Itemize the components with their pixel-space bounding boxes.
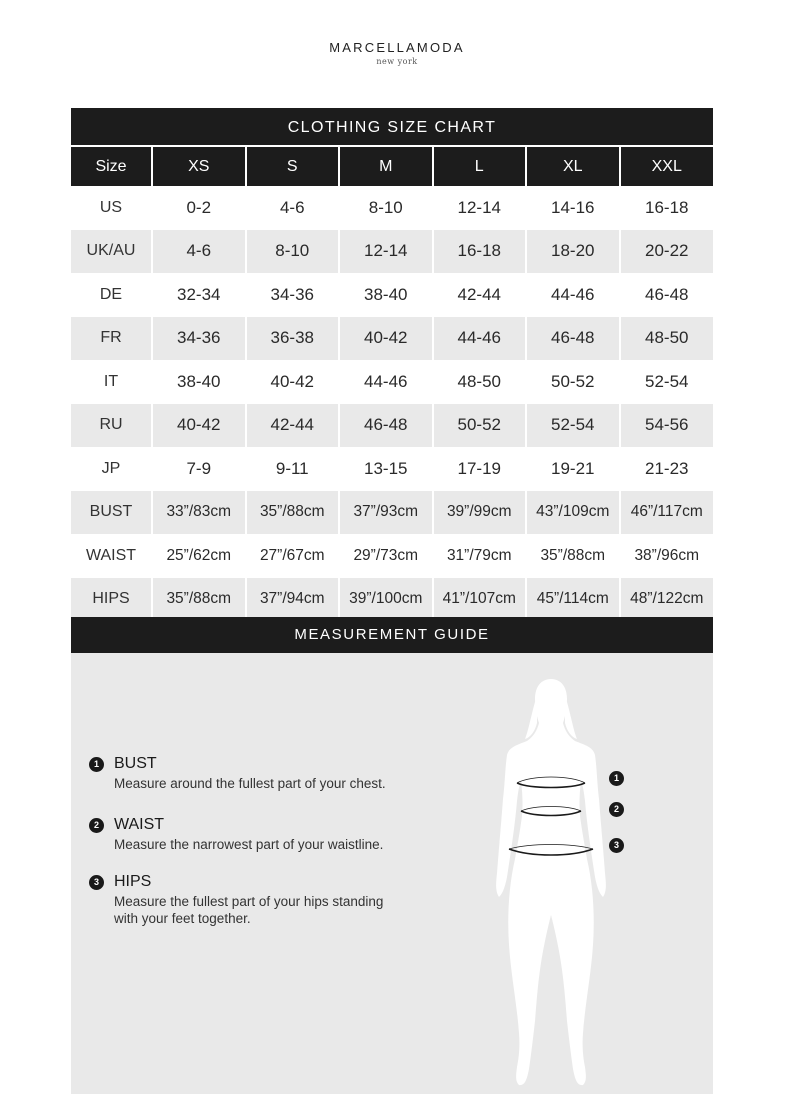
size-cell: 46-48 bbox=[339, 404, 433, 448]
row-label: JP bbox=[101, 459, 121, 477]
measurement-guide-panel bbox=[71, 653, 713, 1094]
column-header: XL bbox=[526, 147, 620, 186]
column-header: XS bbox=[152, 147, 246, 186]
guide-heading: WAIST bbox=[114, 816, 165, 833]
row-label: RU bbox=[71, 404, 152, 448]
brand-name: MARCELLAMODA bbox=[329, 40, 465, 55]
size-row-jp bbox=[71, 447, 713, 491]
size-row-uk-au bbox=[71, 230, 713, 274]
guide-heading: BUST bbox=[114, 755, 157, 772]
size-cell: 44-46 bbox=[526, 273, 620, 317]
size-cell: 20-22 bbox=[620, 230, 714, 274]
size-cell: 46”/117cm bbox=[620, 491, 714, 535]
size-row-waist bbox=[71, 534, 713, 578]
size-table bbox=[71, 147, 713, 621]
size-cell: 39”/100cm bbox=[339, 578, 433, 622]
size-cell: 44-46 bbox=[339, 360, 433, 404]
size-row-fr bbox=[71, 317, 713, 361]
size-cell: 38-40 bbox=[339, 273, 433, 317]
size-chart-title: CLOTHING SIZE CHART bbox=[71, 108, 713, 147]
size-cell: 8-10 bbox=[246, 230, 340, 274]
size-cell: 4-6 bbox=[152, 230, 246, 274]
size-cell: 17-19 bbox=[433, 447, 527, 491]
number-1-icon: 1 bbox=[89, 757, 104, 772]
size-cell: 4-6 bbox=[246, 186, 340, 230]
size-cell: 36-38 bbox=[246, 317, 340, 361]
size-cell: 40-42 bbox=[152, 404, 246, 448]
size-cell: 29”/73cm bbox=[339, 534, 433, 578]
column-header: Size bbox=[71, 147, 152, 186]
size-cell: 50-52 bbox=[433, 404, 527, 448]
measurement-guide-title: MEASUREMENT GUIDE bbox=[71, 617, 713, 653]
size-cell: 52-54 bbox=[526, 404, 620, 448]
row-label: HIPS bbox=[71, 578, 152, 622]
guide-item-hips bbox=[89, 873, 409, 927]
size-row-bust bbox=[71, 491, 713, 535]
size-cell: 19-21 bbox=[526, 447, 620, 491]
size-cell: 14-16 bbox=[526, 186, 620, 230]
size-cell: 38”/96cm bbox=[620, 534, 714, 578]
size-cell: 45”/114cm bbox=[526, 578, 620, 622]
size-chart bbox=[71, 108, 713, 621]
guide-description: Measure the narrowest part of your waistline. bbox=[114, 837, 384, 852]
row-label: UK/AU bbox=[71, 230, 152, 274]
row-label: US bbox=[99, 198, 123, 216]
size-cell: 38-40 bbox=[152, 360, 246, 404]
size-cell: 7-9 bbox=[152, 447, 246, 491]
guide-heading: HIPS bbox=[114, 873, 152, 890]
size-cell: 41”/107cm bbox=[433, 578, 527, 622]
size-cell: 9-11 bbox=[246, 447, 340, 491]
size-cell: 48-50 bbox=[433, 360, 527, 404]
size-cell: 12-14 bbox=[433, 186, 527, 230]
size-cell: 43”/109cm bbox=[526, 491, 620, 535]
column-header: XXL bbox=[620, 147, 714, 186]
size-cell: 39”/99cm bbox=[433, 491, 527, 535]
size-cell: 40-42 bbox=[339, 317, 433, 361]
size-row-ru bbox=[71, 404, 713, 448]
size-cell: 25”/62cm bbox=[152, 534, 246, 578]
size-cell: 35”/88cm bbox=[526, 534, 620, 578]
size-cell: 40-42 bbox=[246, 360, 340, 404]
size-cell: 33”/83cm bbox=[152, 491, 246, 535]
size-table-header-row bbox=[71, 147, 713, 186]
brand-subtitle: new york bbox=[376, 57, 418, 66]
size-cell: 31”/79cm bbox=[433, 534, 527, 578]
column-header: S bbox=[246, 147, 340, 186]
guide-description: Measure around the fullest part of your chest. bbox=[114, 776, 386, 791]
size-row-us bbox=[71, 186, 713, 230]
size-cell: 48”/122cm bbox=[620, 578, 714, 622]
size-row-hips bbox=[71, 578, 713, 622]
guide-description-line: with your feet together. bbox=[114, 911, 251, 926]
size-cell: 32-34 bbox=[152, 273, 246, 317]
brand-logo bbox=[0, 40, 794, 66]
size-cell: 12-14 bbox=[339, 230, 433, 274]
size-cell: 18-20 bbox=[526, 230, 620, 274]
row-label: DE bbox=[99, 285, 123, 303]
size-cell: 37”/94cm bbox=[246, 578, 340, 622]
row-label: FR bbox=[71, 317, 152, 361]
size-cell: 48-50 bbox=[620, 317, 714, 361]
bust-marker-icon: 1 bbox=[609, 771, 624, 786]
size-cell: 37”/93cm bbox=[339, 491, 433, 535]
waist-marker-icon: 2 bbox=[609, 802, 624, 817]
guide-description bbox=[114, 893, 409, 927]
size-cell: 34-36 bbox=[246, 273, 340, 317]
size-cell: 13-15 bbox=[339, 447, 433, 491]
size-cell: 0-2 bbox=[152, 186, 246, 230]
size-cell: 46-48 bbox=[620, 273, 714, 317]
number-2-icon: 2 bbox=[89, 818, 104, 833]
size-cell: 52-54 bbox=[620, 360, 714, 404]
column-header: M bbox=[339, 147, 433, 186]
size-cell: 8-10 bbox=[339, 186, 433, 230]
size-cell: 42-44 bbox=[433, 273, 527, 317]
size-cell: 46-48 bbox=[526, 317, 620, 361]
size-cell: 16-18 bbox=[620, 186, 714, 230]
size-cell: 44-46 bbox=[433, 317, 527, 361]
column-header: L bbox=[433, 147, 527, 186]
size-table-body bbox=[71, 186, 713, 621]
size-cell: 34-36 bbox=[152, 317, 246, 361]
row-label: WAIST bbox=[85, 546, 137, 564]
size-cell: 16-18 bbox=[433, 230, 527, 274]
silhouette-body bbox=[496, 679, 606, 1085]
hips-marker-icon: 3 bbox=[609, 838, 624, 853]
size-cell: 54-56 bbox=[620, 404, 714, 448]
size-row-de bbox=[71, 273, 713, 317]
female-silhouette-figure bbox=[491, 665, 611, 1094]
row-label: BUST bbox=[71, 491, 152, 535]
size-cell: 27”/67cm bbox=[246, 534, 340, 578]
guide-item-bust bbox=[89, 755, 409, 792]
size-cell: 35”/88cm bbox=[246, 491, 340, 535]
size-cell: 21-23 bbox=[620, 447, 714, 491]
size-row-it bbox=[71, 360, 713, 404]
size-cell: 50-52 bbox=[526, 360, 620, 404]
size-cell: 35”/88cm bbox=[152, 578, 246, 622]
guide-item-waist bbox=[89, 816, 409, 853]
row-label: IT bbox=[103, 372, 119, 390]
guide-description-line: Measure the fullest part of your hips standing bbox=[114, 894, 384, 909]
size-cell: 42-44 bbox=[246, 404, 340, 448]
number-3-icon: 3 bbox=[89, 875, 104, 890]
